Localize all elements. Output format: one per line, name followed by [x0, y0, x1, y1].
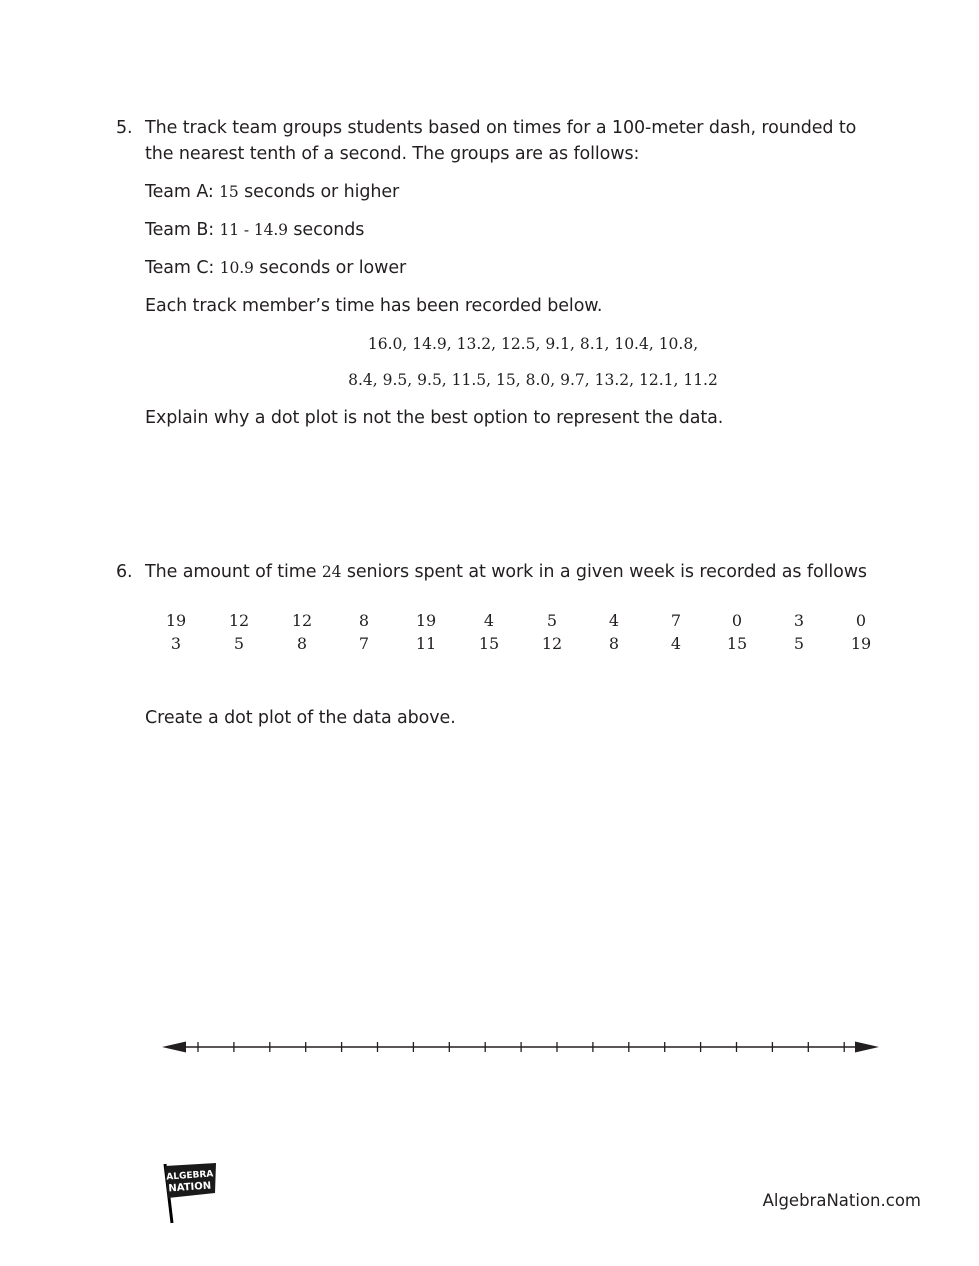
number-line-left-arrow	[162, 1042, 186, 1053]
team-c-value: 10.9	[219, 259, 254, 277]
question-6-intro-after: seniors spent at work in a given week is recorded as follows	[346, 562, 867, 582]
table-cell: 11	[415, 634, 437, 653]
table-cell: 8	[608, 634, 620, 653]
logo-text-line2: NATION	[168, 1180, 212, 1195]
table-cell: 8	[358, 611, 370, 630]
team-b-line	[145, 220, 364, 240]
table-cell: 7	[358, 634, 370, 653]
team-a-label: Team A:	[145, 182, 214, 202]
table-cell: 12	[228, 611, 250, 630]
table-cell: 5	[233, 634, 245, 653]
table-cell: 15	[478, 634, 500, 653]
table-cell: 5	[546, 611, 558, 630]
team-c-label: Team C:	[145, 258, 215, 278]
table-cell: 8	[296, 634, 308, 653]
algebra-nation-logo	[160, 1160, 220, 1226]
table-cell: 15	[726, 634, 748, 653]
table-cell: 12	[541, 634, 563, 653]
number-line	[0, 1030, 979, 1064]
table-cell: 4	[670, 634, 682, 653]
team-c-line	[145, 258, 406, 278]
number-line-right-arrow	[855, 1042, 879, 1053]
logo-text-line1: ALGEBRA	[166, 1169, 214, 1183]
table-cell: 7	[670, 611, 682, 630]
track-data-line2: 8.4, 9.5, 9.5, 11.5, 15, 8.0, 9.7, 13.2, 12.1, 11.2	[348, 371, 718, 389]
table-cell: 3	[170, 634, 182, 653]
table-cell: 19	[165, 611, 187, 630]
table-cell: 4	[608, 611, 620, 630]
table-cell: 19	[850, 634, 872, 653]
question-6-intro-before: The amount of time	[145, 562, 317, 582]
team-a-value: 15	[219, 183, 239, 201]
table-cell: 3	[793, 611, 805, 630]
question-6-count: 24	[321, 563, 342, 581]
team-a-line	[145, 182, 399, 202]
table-cell: 4	[483, 611, 495, 630]
recorded-text: Each track member’s time has been recorded below.	[145, 296, 603, 316]
team-a-suffix: seconds or higher	[244, 182, 400, 202]
question-5-number: 5.	[116, 118, 133, 138]
table-cell: 0	[855, 611, 867, 630]
question-6-prompt: Create a dot plot of the data above.	[145, 708, 456, 728]
track-data-line1: 16.0, 14.9, 13.2, 12.5, 9.1, 8.1, 10.4, 10.8,	[367, 335, 699, 353]
team-b-value: 11 - 14.9	[219, 221, 288, 239]
question-6-number: 6.	[116, 562, 133, 582]
table-cell: 0	[731, 611, 743, 630]
question-5-prompt: Explain why a dot plot is not the best option to represent the data.	[145, 408, 724, 428]
question-6-intro	[145, 562, 867, 582]
team-c-suffix: seconds or lower	[259, 258, 407, 278]
question-5-intro-line2: the nearest tenth of a second. The groups are as follows:	[145, 144, 640, 164]
team-b-suffix: seconds	[293, 220, 365, 240]
footer-url: AlgebraNation.com	[762, 1191, 921, 1210]
question-5-intro-line1: The track team groups students based on times for a 100-meter dash, rounded to	[145, 118, 857, 138]
table-cell: 5	[793, 634, 805, 653]
team-b-label: Team B:	[145, 220, 215, 240]
table-cell: 19	[415, 611, 437, 630]
table-cell: 12	[291, 611, 313, 630]
